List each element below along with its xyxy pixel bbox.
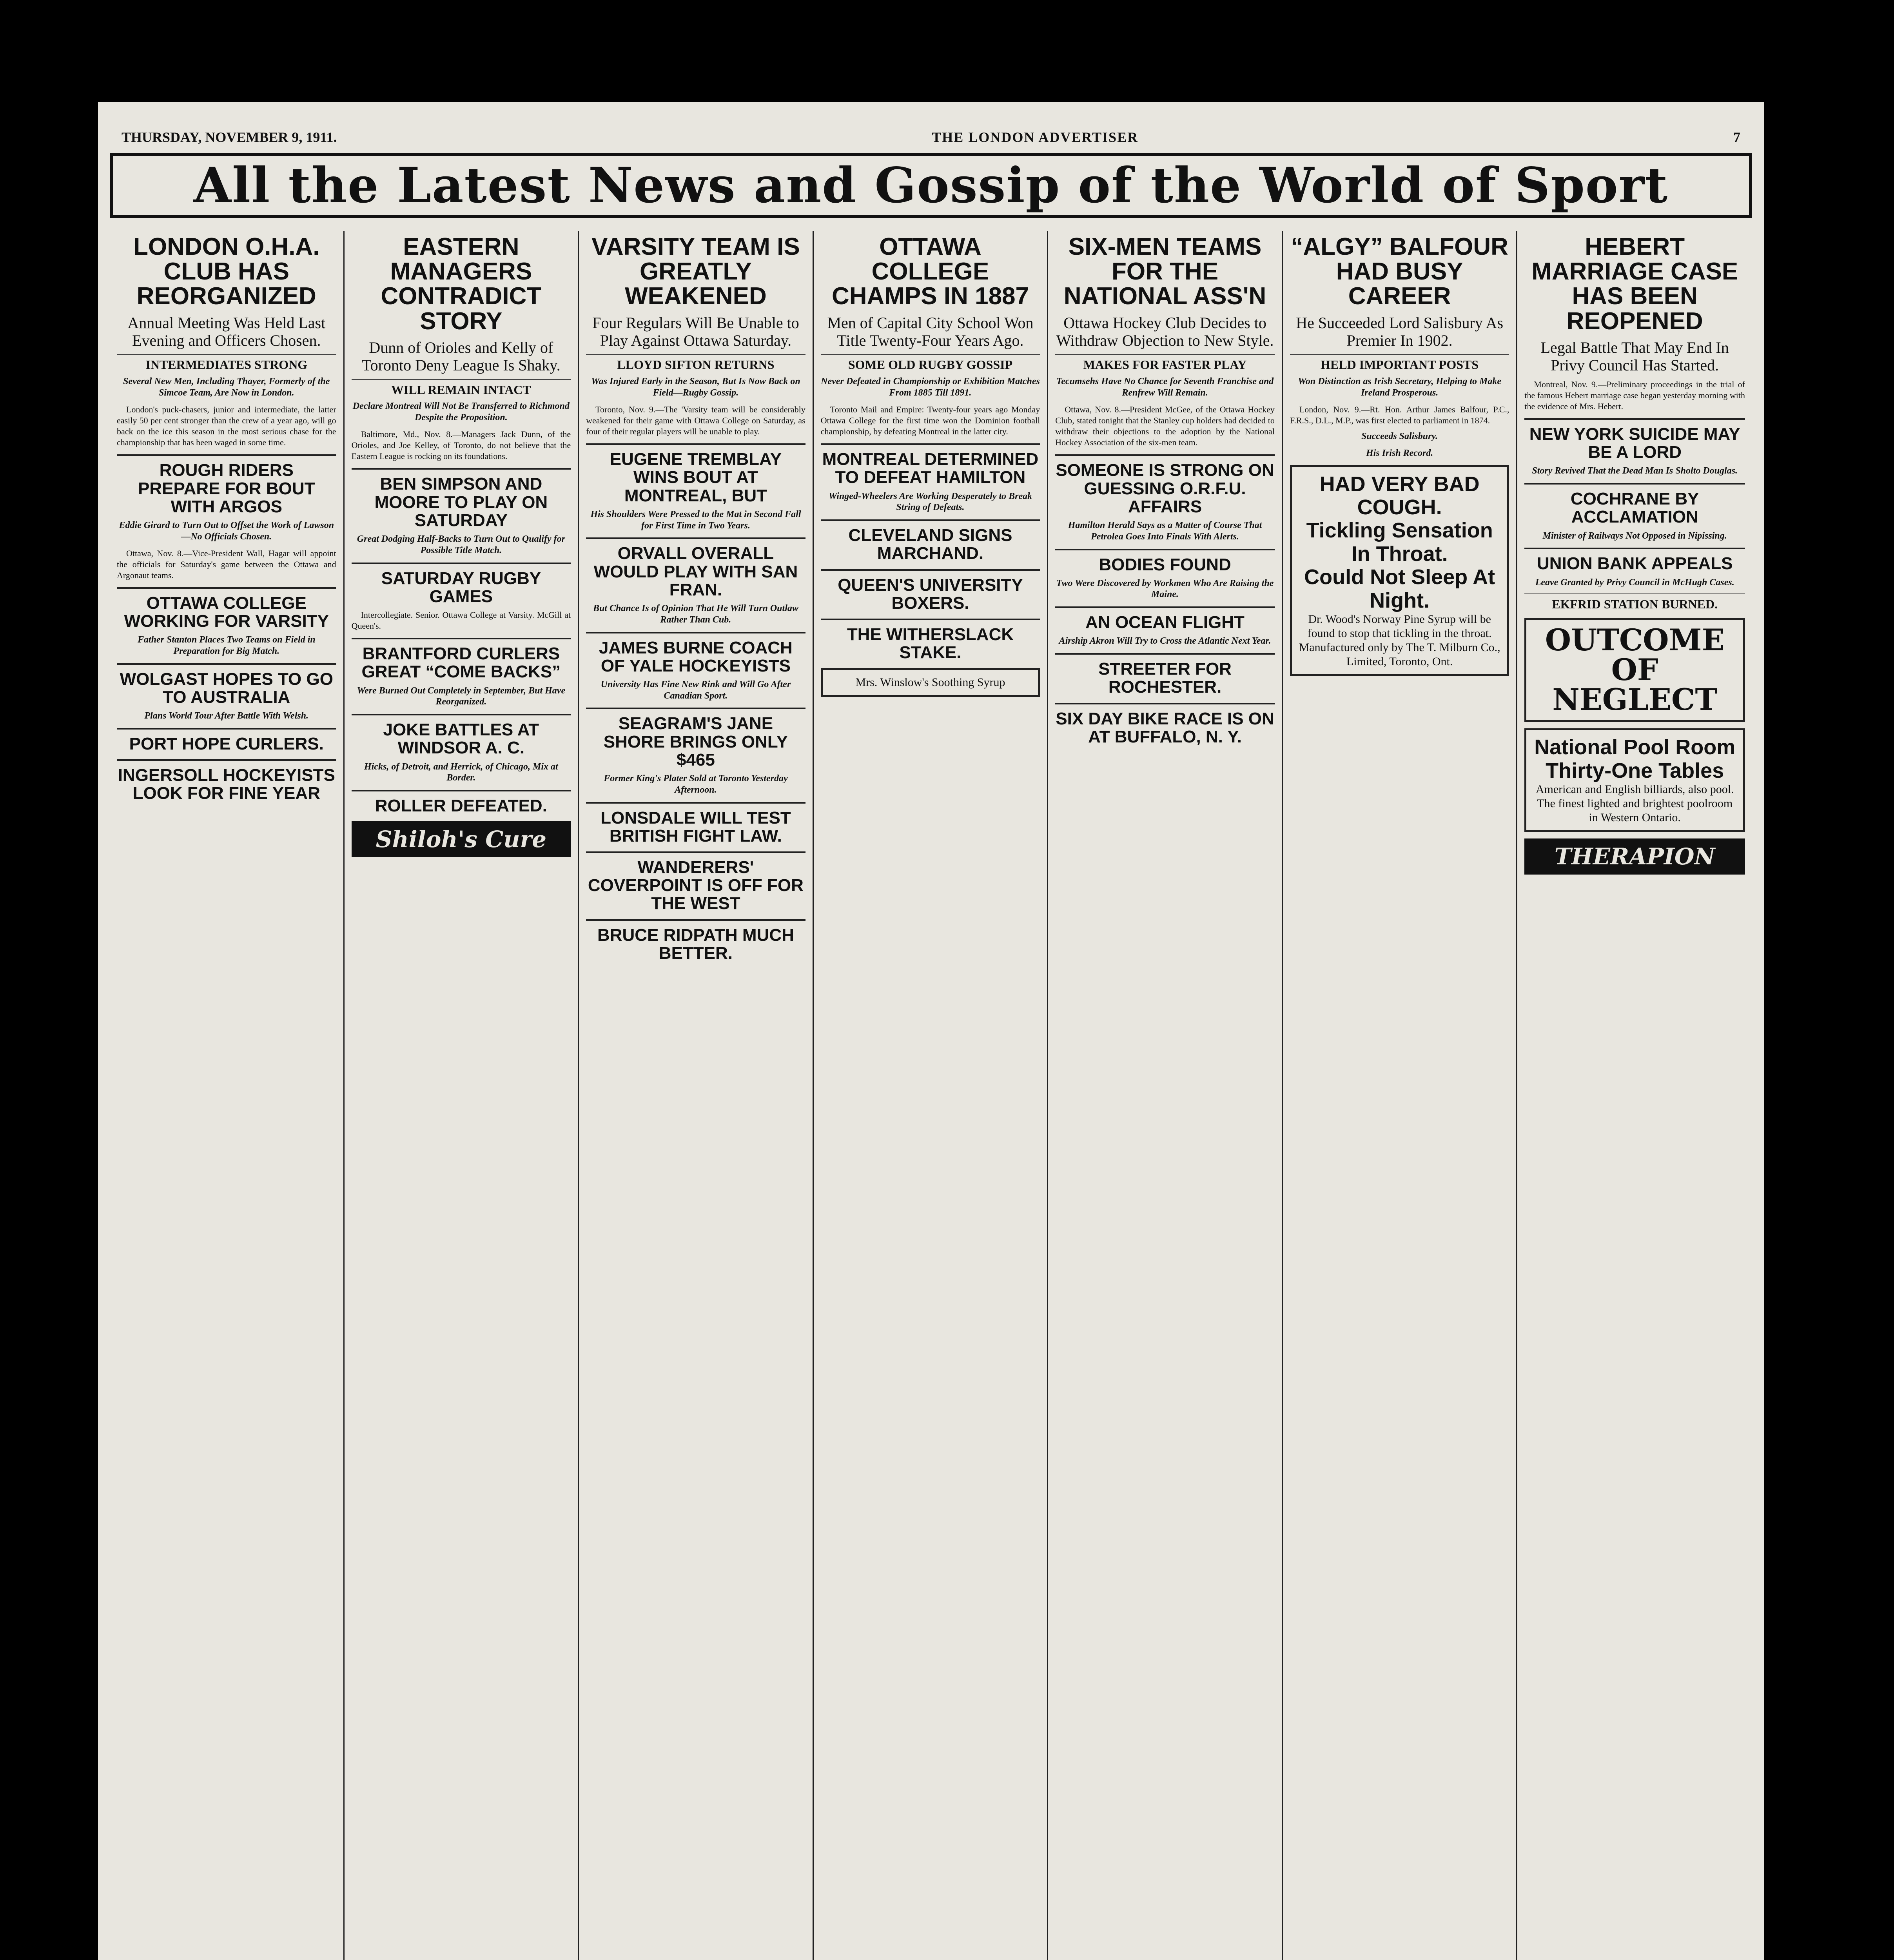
- ad-headline: OUTCOME OF NEGLECT: [1545, 622, 1725, 717]
- headline: INGERSOLL HOCKEYISTS LOOK FOR FINE YEAR: [117, 759, 336, 802]
- headline: AN OCEAN FLIGHT: [1055, 606, 1275, 632]
- headline: OTTAWA COLLEGE CHAMPS IN 1887: [831, 233, 1029, 310]
- subhead: Two Were Discovered by Workmen Who Are Raising the Maine.: [1056, 578, 1274, 600]
- headline: ROLLER DEFEATED.: [352, 790, 571, 815]
- subhead: Declare Montreal Will Not Be Transferred to Richmond Despite the Proposition.: [352, 401, 570, 423]
- headline: BRUCE RIDPATH MUCH BETTER.: [586, 919, 805, 962]
- deck-secondary: HELD IMPORTANT POSTS: [1290, 354, 1509, 372]
- article-body: Baltimore, Md., Nov. 8.—Managers Jack Dunn, of the Orioles, and Joe Kelley, of Toronto, do not believe that the Eastern League is rocking on its foundations.: [351, 429, 571, 461]
- deck: Four Regulars Will Be Unable to Play Against Ottawa Saturday.: [592, 314, 799, 349]
- deck: Legal Battle That May End In Privy Council Has Started.: [1540, 338, 1729, 374]
- banner-title: All the Latest News and Gossip of the World of Sport: [193, 157, 1669, 214]
- subhead: Was Injured Early in the Season, But Is Now Back on Field—Rugby Gossip.: [591, 376, 800, 398]
- headline: JAMES BURNE COACH OF YALE HOCKEYISTS: [586, 632, 805, 675]
- ad-headline: National Pool Room: [1534, 735, 1736, 759]
- advertisement: THERAPION: [1524, 838, 1745, 875]
- column-3: [579, 231, 814, 1960]
- headline: JOKE BATTLES AT WINDSOR A. C.: [352, 714, 571, 757]
- headline: WOLGAST HOPES TO GO TO AUSTRALIA: [117, 663, 336, 706]
- subhead: Minister of Railways Not Opposed in Nipissing.: [1542, 530, 1727, 541]
- column-5: [1048, 231, 1283, 1960]
- subhead: Father Stanton Places Two Teams on Field in Preparation for Big Match.: [137, 635, 316, 657]
- subhead: Never Defeated in Championship or Exhibition Matches From 1885 Till 1891.: [821, 376, 1040, 398]
- headline: BODIES FOUND: [1055, 549, 1275, 574]
- deck-secondary: LLOYD SIFTON RETURNS: [586, 354, 805, 372]
- column-2: [345, 231, 579, 1960]
- headline: SEAGRAM'S JANE SHORE BRINGS ONLY $465: [586, 708, 805, 769]
- headline: HEBERT MARRIAGE CASE HAS BEEN REOPENED: [1531, 233, 1738, 335]
- subhead: Succeeds Salisbury.: [1361, 431, 1438, 442]
- headline: LONDON O.H.A. CLUB HAS REORGANIZED: [133, 233, 320, 310]
- subhead: Several New Men, Including Thayer, Formerly of the Simcoe Team, Are Now in London.: [123, 376, 330, 398]
- deck-secondary: SOME OLD RUGBY GOSSIP: [821, 354, 1040, 372]
- subhead: Hamilton Herald Says as a Matter of Course That Petrolea Goes Into Finals With Alerts.: [1068, 520, 1262, 542]
- deck-secondary: WILL REMAIN INTACT: [352, 379, 571, 397]
- headline: WANDERERS' COVERPOINT IS OFF FOR THE WEST: [586, 851, 805, 913]
- running-head: [122, 125, 1740, 149]
- paper-name: THE LONDON ADVERTISER: [932, 129, 1139, 145]
- ad-subhead: Thirty-One Tables: [1546, 759, 1724, 782]
- subhead: Plans World Tour After Battle With Welsh.: [144, 711, 309, 721]
- deck-secondary: MAKES FOR FASTER PLAY: [1055, 354, 1275, 372]
- subhead: Won Distinction as Irish Secretary, Helping to Make Ireland Prosperous.: [1298, 376, 1501, 398]
- ad-text: Dr. Wood's Norway Pine Syrup will be found to stop that tickling in the throat. Manufactured only by The T. Milburn Co., Limited, Toronto, Ont.: [1299, 612, 1500, 668]
- headline: BRANTFORD CURLERS GREAT “COME BACKS”: [352, 638, 571, 681]
- ad-subhead: Tickling Sensation In Throat.: [1306, 519, 1493, 566]
- article-body: Montreal, Nov. 9.—Preliminary proceedings in the trial of the famous Hebert marriage case began yesterday morning with the evidence of Mrs. Hebert.: [1524, 379, 1745, 411]
- headline: ORVALL OVERALL WOULD PLAY WITH SAN FRAN.: [586, 537, 805, 599]
- subhead: His Irish Record.: [1366, 448, 1433, 458]
- subhead: Hicks, of Detroit, and Herrick, of Chicago, Mix at Border.: [364, 761, 558, 783]
- headline: SATURDAY RUGBY GAMES: [352, 563, 571, 606]
- deck: Dunn of Orioles and Kelly of Toronto Deny League Is Shaky.: [362, 338, 561, 374]
- headline: BEN SIMPSON AND MOORE TO PLAY ON SATURDAY: [352, 468, 571, 530]
- issue-date: THURSDAY, NOVEMBER 9, 1911.: [122, 129, 337, 145]
- column-4: [814, 231, 1049, 1960]
- headline: THE WITHERSLACK STAKE.: [821, 619, 1040, 662]
- headline: COCHRANE BY ACCLAMATION: [1524, 483, 1745, 526]
- headline: SIX DAY BIKE RACE IS ON AT BUFFALO, N. Y.: [1055, 703, 1275, 746]
- headline: EKFRID STATION BURNED.: [1524, 593, 1745, 612]
- headline: OTTAWA COLLEGE WORKING FOR VARSITY: [117, 587, 336, 630]
- article-body: Toronto Mail and Empire: Twenty-four years ago Monday Ottawa College for the first time won the Dominion football championship, by defeating Montreal in the latter city.: [820, 404, 1040, 437]
- deck: Annual Meeting Was Held Last Evening and Officers Chosen.: [127, 314, 326, 349]
- headline: SOMEONE IS STRONG ON GUESSING O.R.F.U. AFFAIRS: [1055, 454, 1275, 516]
- headline: EUGENE TREMBLAY WINS BOUT AT MONTREAL, BUT: [586, 443, 805, 505]
- subhead: Story Revived That the Dead Man Is Sholto Douglas.: [1532, 466, 1738, 476]
- headline: QUEEN'S UNIVERSITY BOXERS.: [821, 569, 1040, 612]
- subhead: Airship Akron Will Try to Cross the Atlantic Next Year.: [1059, 636, 1271, 646]
- subhead: Great Dodging Half-Backs to Turn Out to Qualify for Possible Title Match.: [357, 534, 565, 555]
- ad-headline: HAD VERY BAD COUGH.: [1319, 472, 1480, 519]
- ad-text: American and English billiards, also pool. The finest lighted and brightest poolroom in Western Ontario.: [1535, 782, 1734, 824]
- headline: “ALGY” BALFOUR HAD BUSY CAREER: [1291, 233, 1508, 310]
- article-body: Intercollegiate. Senior. Ottawa College at Varsity. McGill at Queen's.: [351, 610, 571, 631]
- article-body: Ottawa, Nov. 8.—Vice-President Wall, Hagar will appoint the officials for Saturday's game between the Ottawa and Argonaut teams.: [117, 548, 336, 580]
- headline: VARSITY TEAM IS GREATLY WEAKENED: [591, 233, 800, 310]
- ad-subhead: Could Not Sleep At Night.: [1304, 565, 1495, 612]
- deck-secondary: INTERMEDIATES STRONG: [117, 354, 336, 372]
- subhead: University Has Fine New Rink and Will Go After Canadian Sport.: [600, 679, 791, 701]
- headline: ROUGH RIDERS PREPARE FOR BOUT WITH ARGOS: [117, 454, 336, 516]
- advertisement: [1524, 618, 1745, 722]
- subhead: Tecumsehs Have No Chance for Seventh Franchise and Renfrew Will Remain.: [1056, 376, 1274, 398]
- subhead: Winged-Wheelers Are Working Desperately to Break String of Defeats.: [828, 491, 1032, 513]
- headline: MONTREAL DETERMINED TO DEFEAT HAMILTON: [821, 443, 1040, 486]
- ad-text: Mrs. Winslow's Soothing Syrup: [855, 676, 1005, 689]
- advertisement: [821, 668, 1040, 697]
- section-banner: [110, 153, 1752, 218]
- column-7: [1517, 231, 1752, 1960]
- headline: SIX-MEN TEAMS FOR THE NATIONAL ASS'N: [1063, 233, 1266, 310]
- advertisement: Shiloh's Cure: [352, 821, 571, 857]
- column-6: [1283, 231, 1518, 1960]
- deck: Ottawa Hockey Club Decides to Withdraw Objection to New Style.: [1056, 314, 1274, 349]
- subhead: Former King's Plater Sold at Toronto Yesterday Afternoon.: [604, 773, 788, 795]
- subhead: Eddie Girard to Turn Out to Offset the Work of Lawson—No Officials Chosen.: [119, 520, 334, 542]
- headline: PORT HOPE CURLERS.: [117, 728, 336, 753]
- deck: Men of Capital City School Won Title Twenty-Four Years Ago.: [827, 314, 1034, 349]
- subhead: Were Burned Out Completely in September, But Have Reorganized.: [357, 685, 566, 707]
- column-1: [110, 231, 345, 1960]
- article-body: Ottawa, Nov. 8.—President McGee, of the Ottawa Hockey Club, stated tonight that the Stanley cup holders had decided to withdraw their objections to the adoption by the National Hockey Association of the six-men team.: [1055, 404, 1275, 448]
- subhead: His Shoulders Were Pressed to the Mat in Second Fall for First Time in Two Years.: [590, 509, 801, 531]
- article-body: London, Nov. 9.—Rt. Hon. Arthur James Balfour, P.C., F.R.S., D.L., M.P., was first elected to parliament in 1874.: [1290, 404, 1509, 425]
- headline: STREETER FOR ROCHESTER.: [1055, 653, 1275, 696]
- headline: CLEVELAND SIGNS MARCHAND.: [821, 519, 1040, 563]
- article-body: Toronto, Nov. 9.—The 'Varsity team will be considerably weakened for their game with Ottawa College on Saturday, as four of their regular players will be unable to play.: [586, 404, 805, 437]
- advertisement: [1290, 465, 1509, 676]
- headline: LONSDALE WILL TEST BRITISH FIGHT LAW.: [586, 802, 805, 845]
- article-columns: [110, 231, 1752, 1960]
- deck: He Succeeded Lord Salisbury As Premier In 1902.: [1296, 314, 1504, 349]
- headline: UNION BANK APPEALS: [1524, 548, 1745, 573]
- subhead: Leave Granted by Privy Council in McHugh Cases.: [1535, 577, 1734, 588]
- page-number: 7: [1733, 129, 1740, 145]
- subhead: But Chance Is of Opinion That He Will Turn Outlaw Rather Than Cub.: [593, 603, 798, 625]
- headline: EASTERN MANAGERS CONTRADICT STORY: [381, 233, 542, 335]
- article-body: London's puck-chasers, junior and intermediate, the latter easily 50 per cent stronger than the crew of a year ago, will go back on the ice this season in the most serious chase for the championship that has been waged in some time.: [117, 404, 336, 448]
- advertisement: [1524, 728, 1745, 832]
- newspaper-page: [98, 102, 1764, 1960]
- headline: NEW YORK SUICIDE MAY BE A LORD: [1524, 418, 1745, 461]
